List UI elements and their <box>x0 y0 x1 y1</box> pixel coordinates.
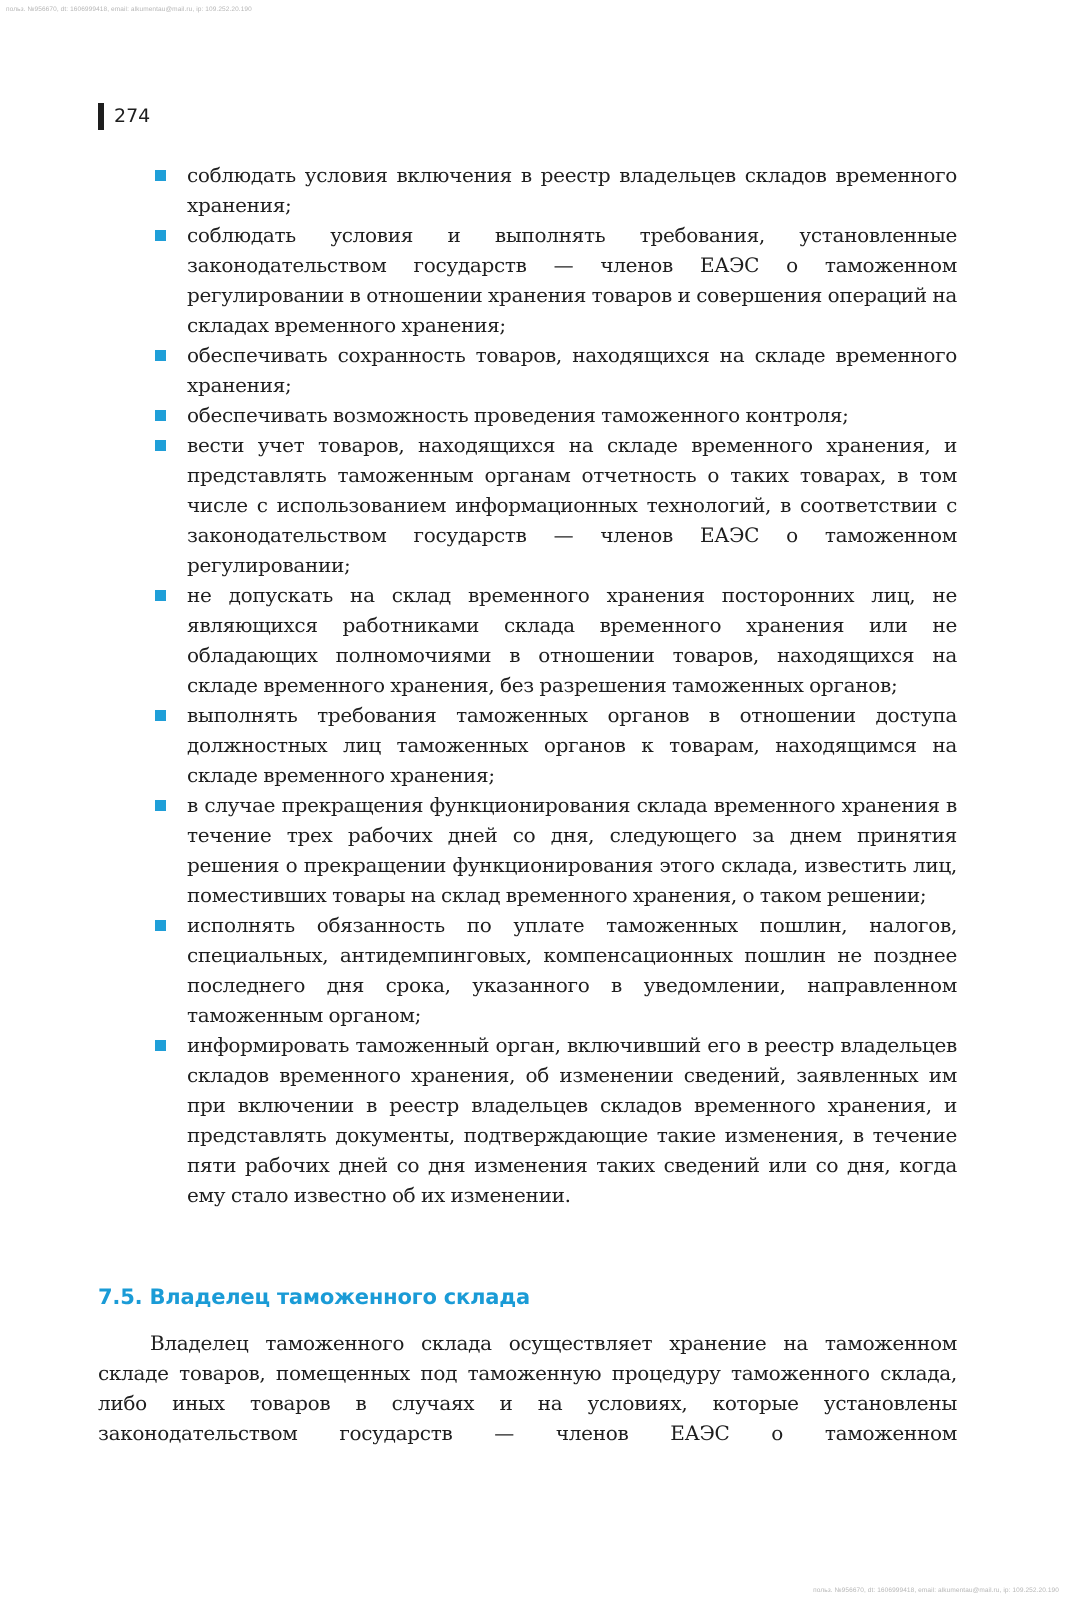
list-item <box>153 160 957 220</box>
square-bullet-icon <box>155 710 166 721</box>
square-bullet-icon <box>155 410 166 421</box>
list-item-text: выполнять требования таможенных органов в отношении доступа должностных лиц таможенных органов к товарам, находящимся на складе временного хранения; <box>187 703 957 787</box>
list-item-text: соблюдать условия включения в реестр владельцев складов временного хранения; <box>187 163 957 217</box>
square-bullet-icon <box>155 440 166 451</box>
list-item-text: соблюдать условия и выполнять требования, установленные законодательством государств — членов ЕАЭС о таможенном регулировании в отношении хранения товаров и совершения операций на складах временного хранения; <box>187 223 957 337</box>
body-paragraph: Владелец таможенного склада осуществляет хранение на таможенном складе товаров, помещенных под таможенную процедуру таможенного склада, либо иных товаров в случаях и на условиях, которые установлены законодательством государств — членов ЕАЭС о таможенном <box>98 1331 957 1445</box>
square-bullet-icon <box>155 230 166 241</box>
list-item-text: вести учет товаров, находящихся на складе временного хранения, и представлять таможенным органам отчетность о таких товарах, в том числе с использованием информационных технологий, в соответствии с законодательством государств — членов ЕАЭС о таможенном регулировании; <box>187 433 957 577</box>
list-item-text: информировать таможенный орган, включивший его в реестр владельцев складов временного хранения, об изменении сведений, заявленных им при включении в реестр владельцев складов временного хранения, и представлять документы, подтверждающие такие изменения, в течение пяти рабочих дней со дня изменения таких сведений или со дня, когда ему стало известно об их изменении. <box>187 1033 957 1207</box>
list-item <box>153 430 957 580</box>
section-heading: 7.5. Владелец таможенного склада <box>98 1285 530 1309</box>
page-number: 274 <box>98 103 150 130</box>
list-item <box>153 400 957 430</box>
list-item-text: не допускать на склад временного хранения посторонних лиц, не являющихся работниками склада временного хранения или не обладающих полномочиями в отношении товаров, находящихся на складе временного хранения, без разрешения таможенных органов; <box>187 583 957 697</box>
list-item <box>153 700 957 790</box>
list-item-text: в случае прекращения функционирования склада временного хранения в течение трех рабочих дней со дня, следующего за днем принятия решения о прекращении функционирования этого склада, известить лиц, поместивших товары на склад временного хранения, о таком решении; <box>187 793 957 907</box>
list-item <box>153 910 957 1030</box>
bullet-list <box>153 160 957 1210</box>
square-bullet-icon <box>155 920 166 931</box>
page-content <box>153 160 957 1210</box>
square-bullet-icon <box>155 800 166 811</box>
list-item-text: исполнять обязанность по уплате таможенных пошлин, налогов, специальных, антидемпинговых, компенсационных пошлин не позднее последнего дня срока, указанного в уведомлении, направленном таможенным органом; <box>187 913 957 1027</box>
list-item <box>153 340 957 400</box>
list-item <box>153 580 957 700</box>
list-item-text: обеспечивать сохранность товаров, находящихся на складе временного хранения; <box>187 343 957 397</box>
square-bullet-icon <box>155 590 166 601</box>
square-bullet-icon <box>155 1040 166 1051</box>
watermark-bottom: польз. №956670, dt: 1606999418, email: alkumentau@mail.ru, ip: 109.252.20.190 <box>813 1587 1059 1594</box>
list-item <box>153 220 957 340</box>
square-bullet-icon <box>155 170 166 181</box>
list-item <box>153 790 957 910</box>
square-bullet-icon <box>155 350 166 361</box>
list-item-text: обеспечивать возможность проведения таможенного контроля; <box>187 403 849 427</box>
watermark-top: польз. №956670, dt: 1606999418, email: alkumentau@mail.ru, ip: 109.252.20.190 <box>6 6 252 13</box>
list-item <box>153 1030 957 1210</box>
